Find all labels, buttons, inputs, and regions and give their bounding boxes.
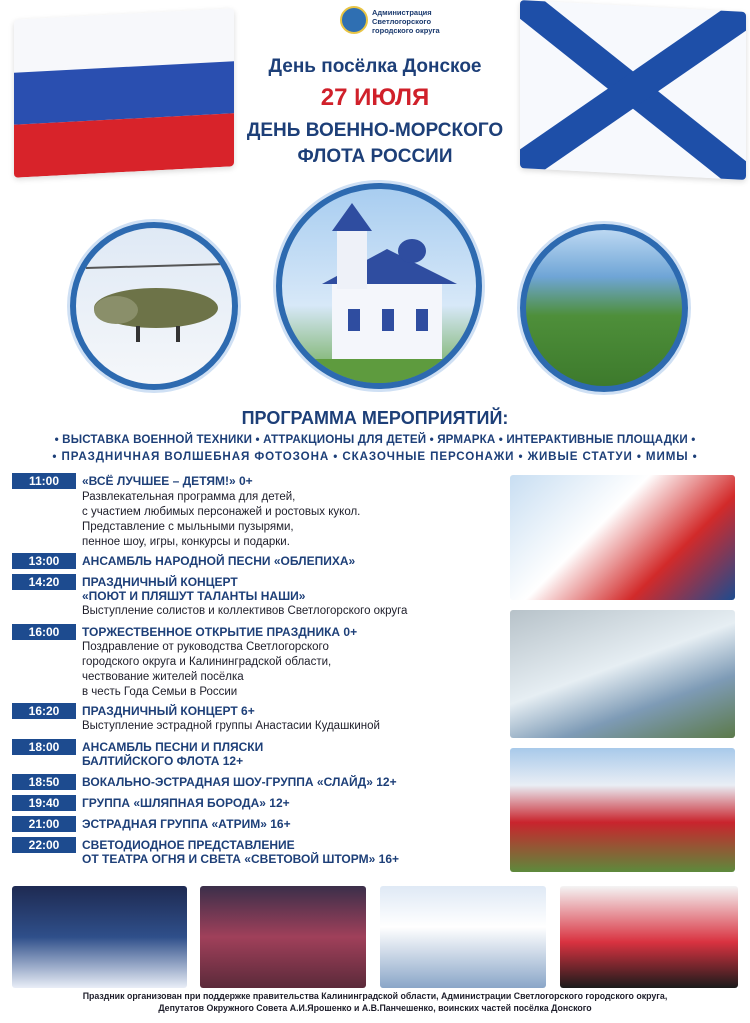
footer-credits: Праздник организован при поддержке правительства Калининградской области, Администрации Светлогорского городского округа, Депутатов Окружного Совета А.И.Ярошенко и А.В.Панчешенко, воинских частей посёлка Донского xyxy=(82,991,668,1013)
event-title: День посёлка Донское xyxy=(268,56,482,77)
event-desc: городского округа и Калининградской области, xyxy=(82,656,332,668)
administration-logo xyxy=(340,6,460,36)
event-desc: чествование жителей посёлка xyxy=(82,671,244,683)
event-desc: Выступление солистов и коллективов Светлогорского округа xyxy=(82,605,408,617)
event-item: СВЕТОДИОДНОЕ ПРЕДСТАВЛЕНИЕ xyxy=(82,838,295,852)
event-item: ГРУППА «ШЛЯПНАЯ БОРОДА» 12+ xyxy=(82,796,290,810)
event-desc: Поздравление от руководства Светлогорского xyxy=(82,641,329,653)
program-title: ПРОГРАММА МЕРОПРИЯТИЙ: xyxy=(241,408,509,428)
time-badge: 14:20 xyxy=(12,574,76,590)
event-item-subtitle: «ПОЮТ И ПЛЯШУТ ТАЛАНТЫ НАШИ» xyxy=(82,589,306,603)
event-item: ЭСТРАДНАЯ ГРУППА «АТРИМ» 16+ xyxy=(82,817,291,831)
navy-choir-photo xyxy=(12,886,187,988)
event-desc: в честь Года Семьи в России xyxy=(82,686,238,698)
russian-flag xyxy=(14,8,234,178)
event-desc: Развлекательная программа для детей, xyxy=(82,491,296,503)
time-badge: 13:00 xyxy=(12,553,76,569)
event-item: ПРАЗДНИЧНЫЙ КОНЦЕРТ xyxy=(82,575,238,589)
program-bullets-2: • ПРАЗДНИЧНАЯ ВОЛШЕБНАЯ ФОТОЗОНА • СКАЗОЧНЫЕ ПЕРСОНАЖИ • ЖИВЫЕ СТАТУИ • МИМЫ • xyxy=(52,450,698,463)
event-item: ТОРЖЕСТВЕННОЕ ОТКРЫТИЕ ПРАЗДНИКА 0+ xyxy=(82,625,358,639)
event-desc: с участием любимых персонажей и ростовых кукол. xyxy=(82,506,361,518)
emblem-icon xyxy=(340,6,368,34)
event-desc: Представление с мыльными пузырями, xyxy=(82,521,294,533)
bubble-show-photo xyxy=(510,610,735,738)
event-item: ПРАЗДНИЧНЫЙ КОНЦЕРТ 6+ xyxy=(82,704,255,718)
holiday-title: ДЕНЬ ВОЕННО-МОРСКОГО ФЛОТА РОССИИ xyxy=(246,120,504,167)
event-item: ВОКАЛЬНО-ЭСТРАДНАЯ ШОУ-ГРУППА «СЛАЙД» 12+ xyxy=(82,775,397,789)
coast-photo xyxy=(520,224,688,392)
event-item-subtitle: ОТ ТЕАТРА ОГНЯ И СВЕТА «СВЕТОВОЙ ШТОРМ» 16+ xyxy=(82,852,399,866)
helicopter-photo xyxy=(70,222,238,390)
time-badge: 18:00 xyxy=(12,739,76,755)
program-bullets-1: • ВЫСТАВКА ВОЕННОЙ ТЕХНИКИ • АТТРАКЦИОНЫ ДЛЯ ДЕТЕЙ • ЯРМАРКА • ИНТЕРАКТИВНЫЕ ПЛОЩАДКИ • xyxy=(54,433,696,446)
rock-band-photo xyxy=(200,886,366,988)
org-name: Администрация Светлогорского городского округа xyxy=(372,8,440,35)
event-date: 27 ИЮЛЯ xyxy=(320,84,430,111)
show-group-photo xyxy=(380,886,546,988)
andreevsky-flag xyxy=(520,0,746,180)
folk-ensemble-photo xyxy=(510,748,735,872)
church-photo xyxy=(276,183,482,389)
event-item: АНСАМБЛЬ ПЕСНИ И ПЛЯСКИ xyxy=(82,740,264,754)
time-badge: 16:00 xyxy=(12,624,76,640)
pop-group-photo xyxy=(560,886,738,988)
time-badge: 18:50 xyxy=(12,774,76,790)
event-item-subtitle: БАЛТИЙСКОГО ФЛОТА 12+ xyxy=(82,754,244,768)
event-desc: Выступление эстрадной группы Анастасии Кудашкиной xyxy=(82,720,380,732)
children-sailors-photo xyxy=(510,475,735,600)
event-item: АНСАМБЛЬ НАРОДНОЙ ПЕСНИ «ОБЛЕПИХА» xyxy=(82,554,356,568)
time-badge: 22:00 xyxy=(12,837,76,853)
time-badge: 21:00 xyxy=(12,816,76,832)
event-desc: пенное шоу, игры, конкурсы и подарки. xyxy=(82,536,290,548)
time-badge: 11:00 xyxy=(12,473,76,489)
time-badge: 19:40 xyxy=(12,795,76,811)
time-badge: 16:20 xyxy=(12,703,76,719)
event-item: «ВСЁ ЛУЧШЕЕ – ДЕТЯМ!» 0+ xyxy=(82,474,253,488)
